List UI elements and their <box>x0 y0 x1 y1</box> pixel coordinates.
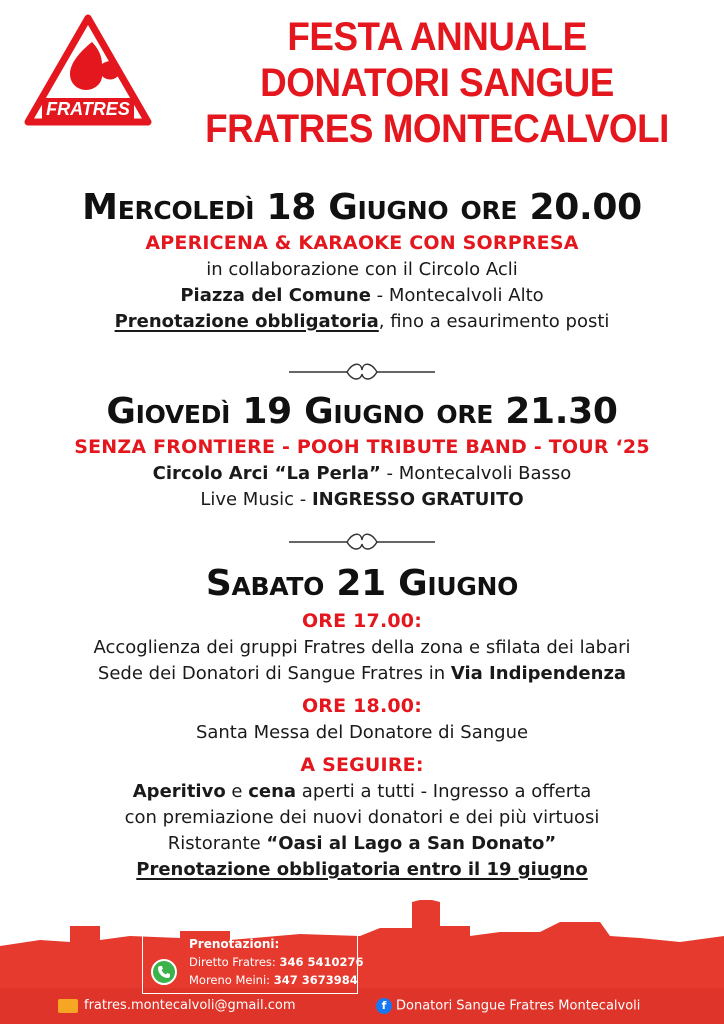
event-3-time-2: ORE 18.00: <box>301 695 423 717</box>
event-3-time-2-line: Santa Messa del Donatore di Sangue <box>195 722 529 743</box>
svg-text:FRATRES: FRATRES <box>46 99 130 119</box>
event-2-music: Live Music - INGRESSO GRATUITO <box>200 489 524 510</box>
footer-email[interactable] <box>58 998 296 1013</box>
event-thursday <box>0 390 724 513</box>
footer-facebook[interactable] <box>376 998 640 1014</box>
ornament-divider <box>287 530 437 554</box>
phone-icon <box>151 959 177 985</box>
booking-contact-moreno: Moreno Meini: 347 3673984 <box>189 973 358 987</box>
phone-number-fratres[interactable]: 346 5410276 <box>279 955 364 969</box>
title-line-1: FESTA ANNUALE <box>287 15 587 59</box>
event-1-collab: in collaborazione con il Circolo Acli <box>206 259 518 280</box>
event-1-place: Piazza del Comune - Montecalvoli Alto <box>180 285 544 306</box>
event-3-time-3: A SEGUIRE: <box>300 754 424 776</box>
fratres-logo <box>22 12 154 130</box>
ornament-divider <box>287 360 437 384</box>
booking-info-box <box>142 930 364 994</box>
event-saturday <box>0 562 724 883</box>
facebook-page-name[interactable]: Donatori Sangue Fratres Montecalvoli <box>396 998 641 1014</box>
event-3-booking-line: Prenotazione obbligatoria entro il 19 giugno <box>136 859 588 880</box>
email-address[interactable]: fratres.montecalvoli@gmail.com <box>84 998 296 1013</box>
event-3-time-1-line-2: Sede dei Donatori di Sangue Fratres in Via Indipendenza <box>97 663 627 684</box>
event-1-day: Mercoledì 18 Giugno ore 20.00 <box>82 187 642 228</box>
booking-contact-fratres: Diretto Fratres: 346 5410276 <box>189 955 364 969</box>
phone-number-moreno[interactable]: 347 3673984 <box>273 973 358 987</box>
event-3-time-1: ORE 17.00: <box>301 610 423 632</box>
event-wednesday <box>0 186 724 335</box>
facebook-icon: f <box>376 998 392 1014</box>
event-1-booking: Prenotazione obbligatoria, fino a esaurimento posti <box>114 311 610 332</box>
event-2-highlight: SENZA FRONTIERE - POOH TRIBUTE BAND - TOUR ‘25 <box>74 436 650 458</box>
event-2-place: Circolo Arci “La Perla” - Montecalvoli Basso <box>152 463 572 484</box>
title-line-2: DONATORI SANGUE <box>260 61 614 105</box>
event-3-restaurant-line: Ristorante “Oasi al Lago a San Donato” <box>167 833 557 854</box>
event-title <box>173 14 701 152</box>
event-2-day: Giovedì 19 Giugno ore 21.30 <box>106 391 618 432</box>
booking-title: Prenotazioni: <box>189 937 280 951</box>
event-1-highlight: APERICENA & KARAOKE CON SORPRESA <box>145 232 579 254</box>
mail-icon <box>58 999 78 1013</box>
title-line-3: FRATRES MONTECALVOLI <box>205 107 669 151</box>
event-3-awards-line: con premiazione dei nuovi donatori e dei più virtuosi <box>124 807 600 828</box>
event-3-day: Sabato 21 Giugno <box>205 563 519 604</box>
event-3-dinner-line: Aperitivo e cena aperti a tutti - Ingresso a offerta <box>132 781 592 802</box>
event-3-time-1-line-1: Accoglienza dei gruppi Fratres della zona e sfilata dei labari <box>93 637 631 658</box>
